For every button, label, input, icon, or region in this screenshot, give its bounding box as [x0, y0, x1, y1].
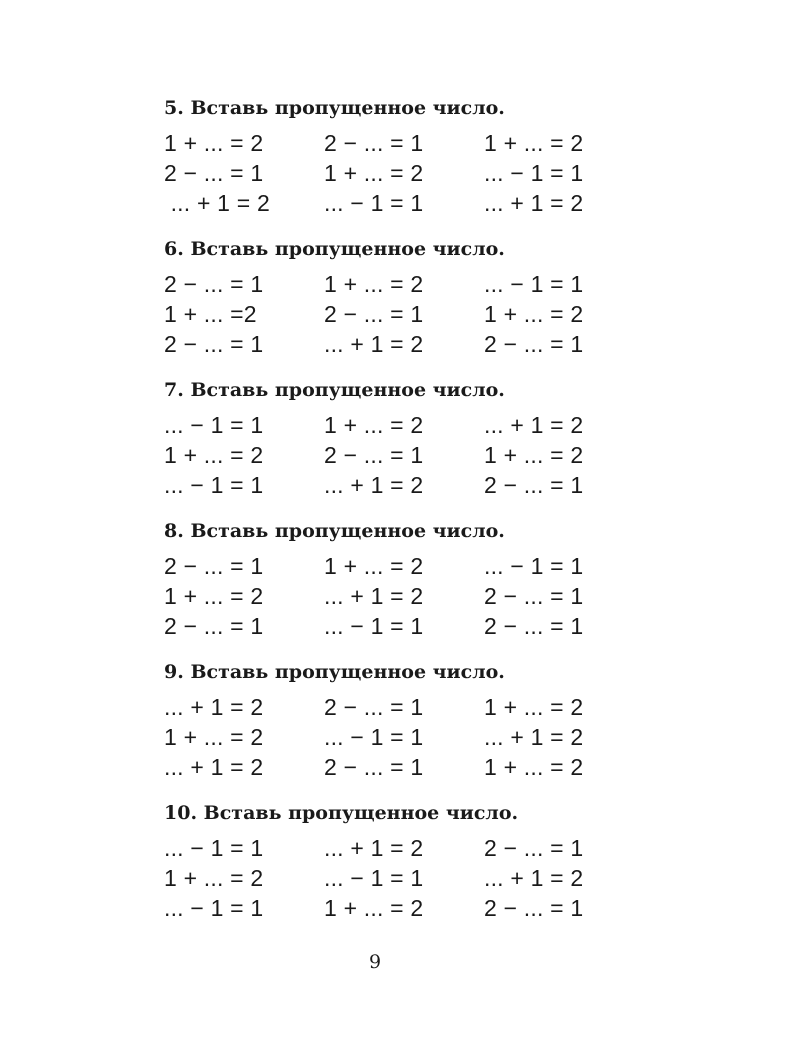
equation: 2 − ... = 1 — [324, 130, 424, 156]
equation: ... − 1 = 1 — [484, 271, 584, 297]
equation-grid — [164, 551, 624, 641]
equation-grid — [164, 269, 624, 359]
equation: ... + 1 = 2 — [324, 835, 424, 861]
equation: 2 − ... = 1 — [164, 160, 264, 186]
exercise-8 — [164, 519, 624, 641]
equation: ... − 1 = 1 — [164, 895, 264, 921]
equation: 1 + ... = 2 — [484, 301, 584, 327]
equation: ... + 1 = 2 — [164, 694, 264, 720]
exercise-title: 6. Вставь пропущенное число. — [164, 238, 505, 260]
equation-row — [164, 410, 624, 440]
equation: 2 − ... = 1 — [484, 331, 584, 357]
equation: 2 − ... = 1 — [484, 472, 584, 498]
equation: 1 + ... = 2 — [324, 553, 424, 579]
equation: 1 + ... = 2 — [484, 694, 584, 720]
equation-row — [164, 893, 624, 923]
equation: ... − 1 = 1 — [484, 553, 584, 579]
equation-grid — [164, 128, 624, 218]
equation-row — [164, 863, 624, 893]
equation: ... − 1 = 1 — [164, 472, 264, 498]
equation: ... + 1 = 2 — [484, 865, 584, 891]
equation: 2 − ... = 1 — [484, 895, 584, 921]
equation: ... + 1 = 2 — [484, 724, 584, 750]
equation: 1 + ... = 2 — [324, 271, 424, 297]
equation: ... + 1 = 2 — [484, 412, 584, 438]
equation: 2 − ... = 1 — [164, 553, 264, 579]
page-number: 9 — [368, 951, 382, 973]
equation-row — [164, 440, 624, 470]
equation: 2 − ... = 1 — [164, 331, 264, 357]
equation-grid — [164, 410, 624, 500]
equation: 1 + ... = 2 — [164, 130, 264, 156]
equation: 1 + ... = 2 — [164, 865, 264, 891]
equation-row — [164, 128, 624, 158]
equation: ... − 1 = 1 — [324, 865, 424, 891]
equation: 1 + ... = 2 — [484, 754, 584, 780]
equation-row — [164, 692, 624, 722]
equation: ... + 1 = 2 — [484, 190, 584, 216]
equation: 1 + ... =2 — [164, 301, 257, 327]
equation: ... − 1 = 1 — [484, 160, 584, 186]
equation: 2 − ... = 1 — [484, 835, 584, 861]
equation: 1 + ... = 2 — [324, 412, 424, 438]
exercise-10 — [164, 801, 624, 923]
equation-grid — [164, 833, 624, 923]
equation: ... + 1 = 2 — [164, 190, 270, 216]
exercise-6 — [164, 237, 624, 359]
exercise-title: 8. Вставь пропущенное число. — [164, 520, 505, 542]
equation-row — [164, 299, 624, 329]
equation-row — [164, 722, 624, 752]
exercise-7 — [164, 378, 624, 500]
equation-row — [164, 611, 624, 641]
exercise-title: 5. Вставь пропущенное число. — [164, 97, 505, 119]
equation: ... − 1 = 1 — [164, 412, 264, 438]
equation: 2 − ... = 1 — [484, 583, 584, 609]
equation-row — [164, 551, 624, 581]
equation: ... − 1 = 1 — [324, 613, 424, 639]
equation: 2 − ... = 1 — [164, 271, 264, 297]
equation: 1 + ... = 2 — [324, 160, 424, 186]
equation: 2 − ... = 1 — [324, 694, 424, 720]
equation: 2 − ... = 1 — [324, 754, 424, 780]
equation: 2 − ... = 1 — [324, 442, 424, 468]
equation: 2 − ... = 1 — [164, 613, 264, 639]
equation: ... − 1 = 1 — [164, 835, 264, 861]
equation: ... + 1 = 2 — [164, 754, 264, 780]
equation: ... − 1 = 1 — [324, 724, 424, 750]
equation: 1 + ... = 2 — [484, 130, 584, 156]
equation: ... − 1 = 1 — [324, 190, 424, 216]
exercise-title: 10. Вставь пропущенное число. — [164, 802, 519, 824]
equation-row — [164, 329, 624, 359]
equation-row — [164, 470, 624, 500]
equation: 2 − ... = 1 — [324, 301, 424, 327]
equation: ... + 1 = 2 — [324, 583, 424, 609]
equation-row — [164, 188, 624, 218]
equation: 1 + ... = 2 — [324, 895, 424, 921]
equation-row — [164, 833, 624, 863]
exercise-5 — [164, 96, 624, 218]
exercise-title: 7. Вставь пропущенное число. — [164, 379, 505, 401]
equation-grid — [164, 692, 624, 782]
equation-row — [164, 752, 624, 782]
equation: ... + 1 = 2 — [324, 472, 424, 498]
exercise-9 — [164, 660, 624, 782]
equation: ... + 1 = 2 — [324, 331, 424, 357]
equation: 1 + ... = 2 — [484, 442, 584, 468]
equation: 1 + ... = 2 — [164, 442, 264, 468]
equation-row — [164, 269, 624, 299]
equation: 1 + ... = 2 — [164, 724, 264, 750]
equation-row — [164, 581, 624, 611]
equation-row — [164, 158, 624, 188]
exercise-title: 9. Вставь пропущенное число. — [164, 661, 505, 683]
equation: 2 − ... = 1 — [484, 613, 584, 639]
equation: 1 + ... = 2 — [164, 583, 264, 609]
